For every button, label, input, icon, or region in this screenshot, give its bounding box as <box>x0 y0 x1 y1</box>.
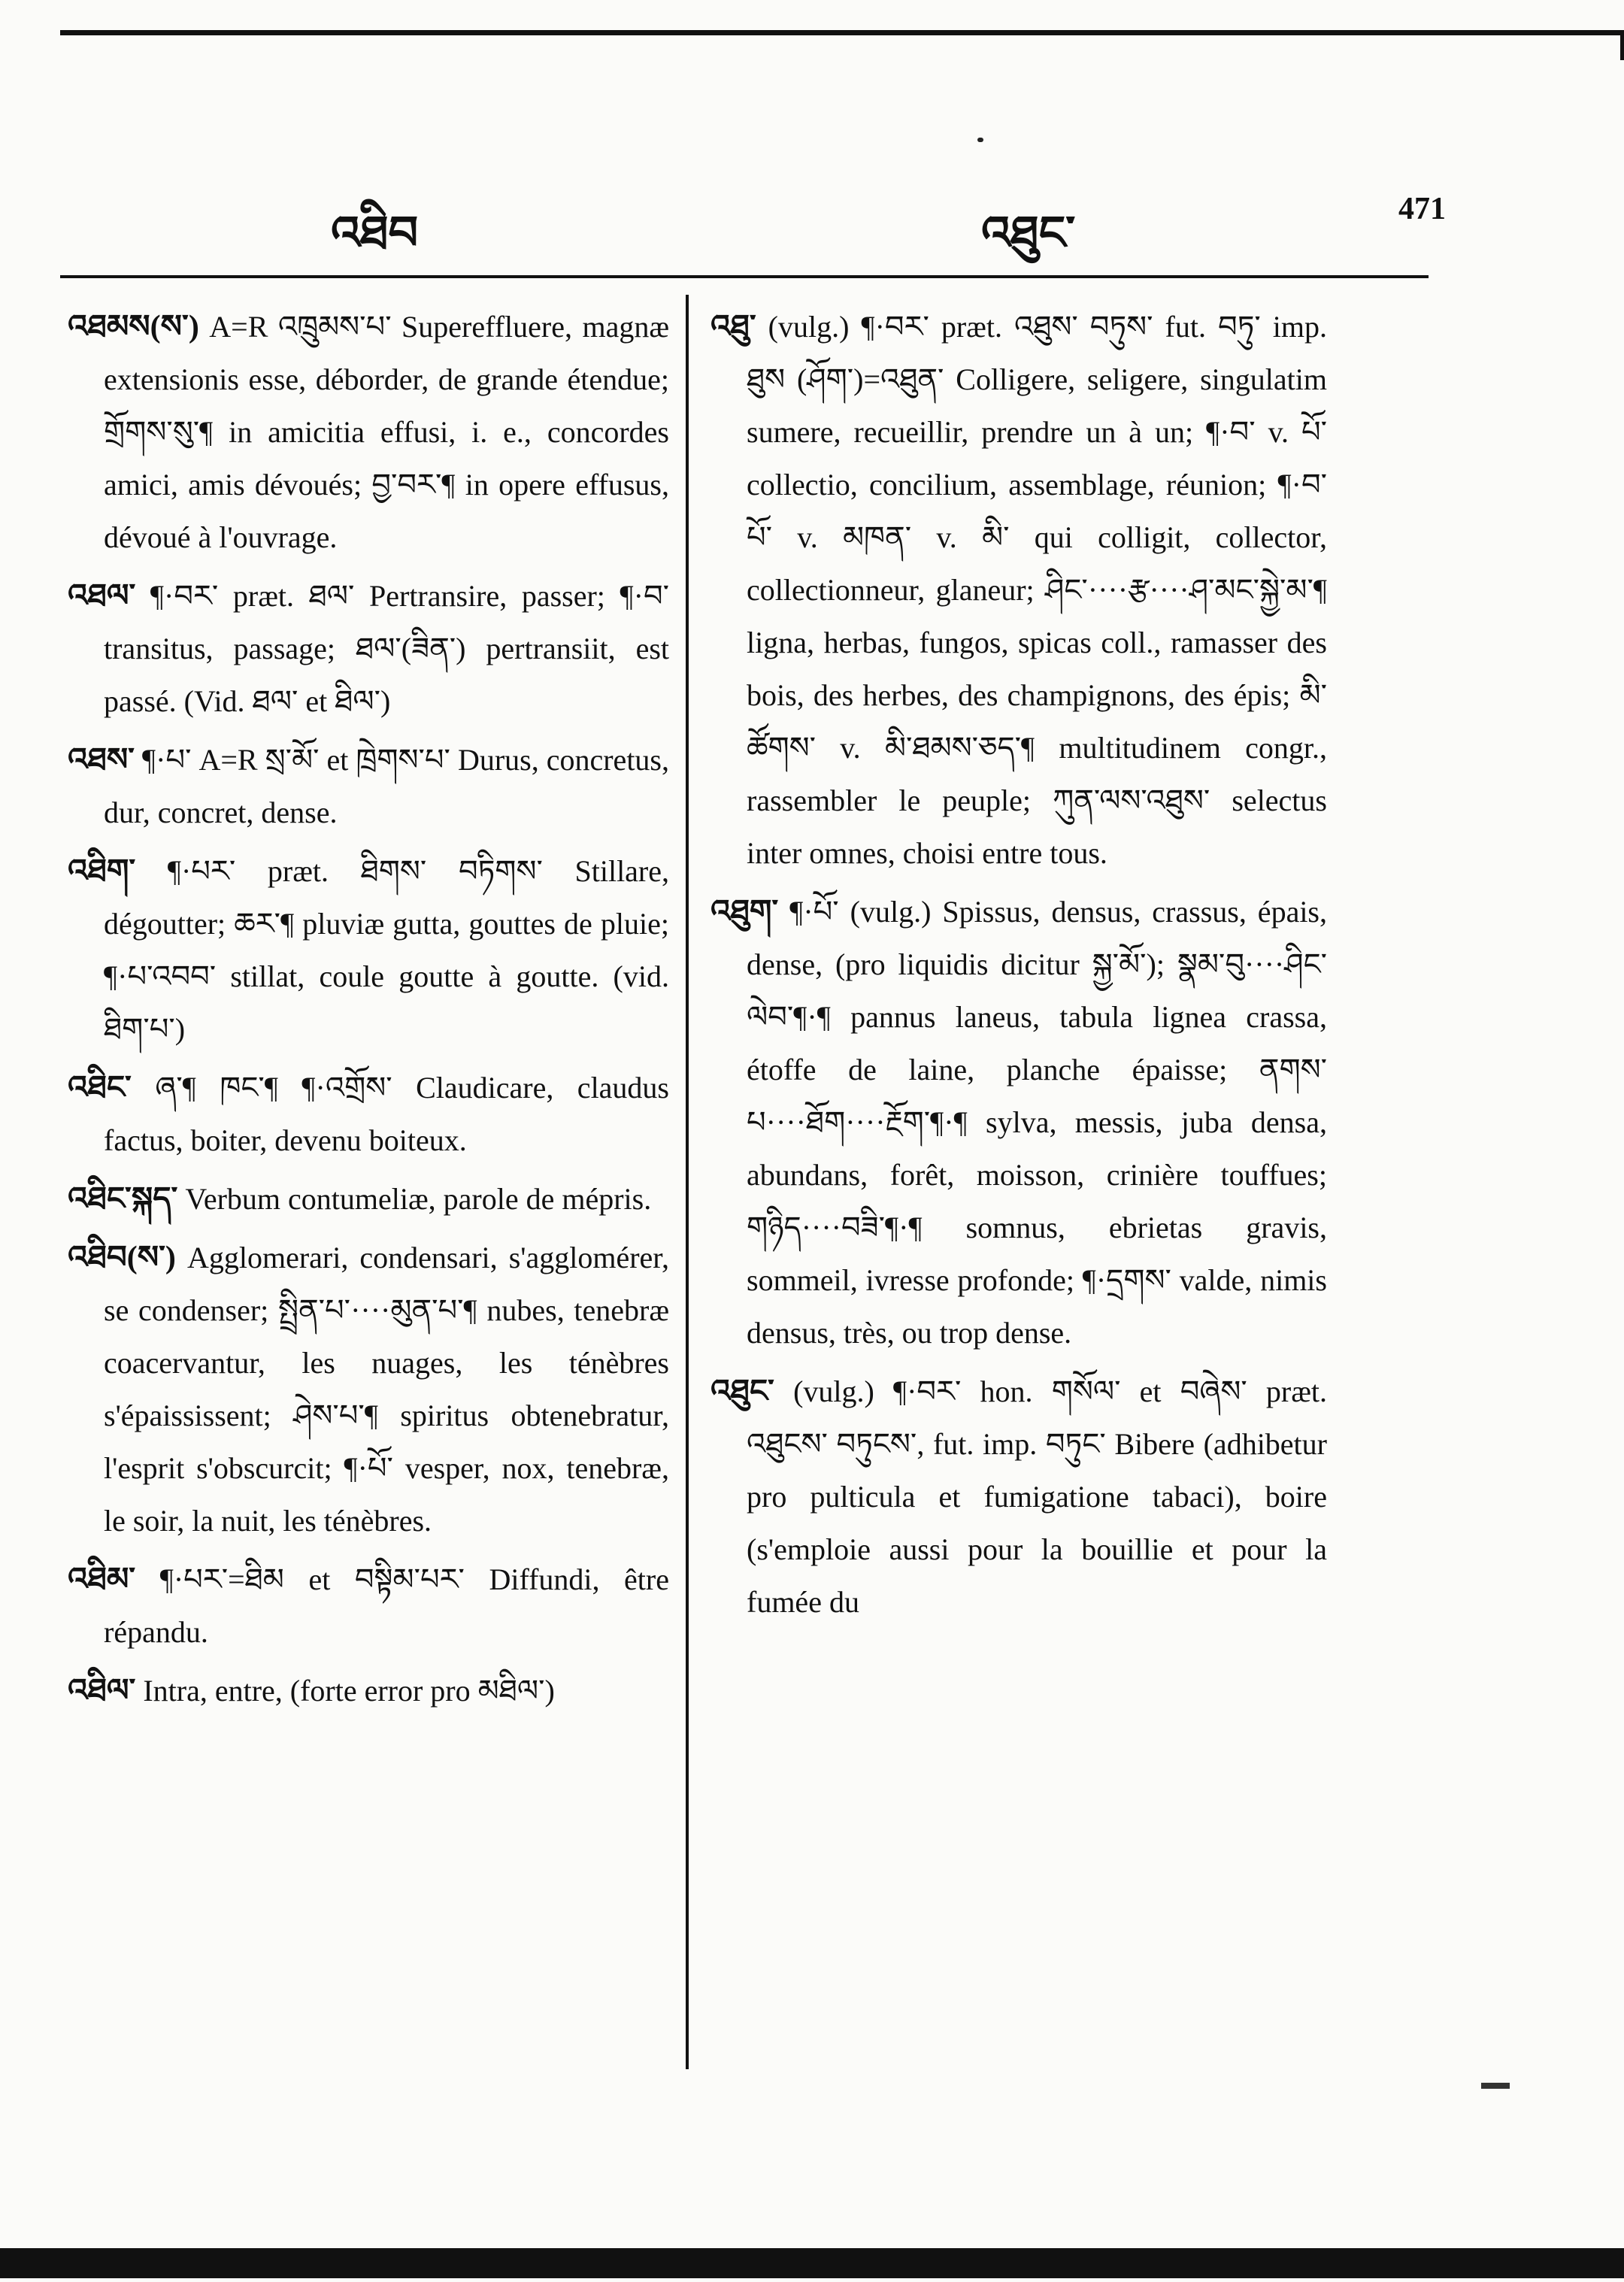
entry-definition: (vulg.) ¶·བར་ hon. གསོལ་ et བཞེས་ præt. འཐུངས་ བཏུངས་, fut. imp. བཏུང་ Bibere (adhibetur pro pulticula et fumigatione tabaci), boire (s'emploie aussi pour la bouillie et pour la fumée du <box>747 1374 1328 1619</box>
margin-speck <box>1481 2083 1510 2089</box>
dictionary-entry <box>710 1365 1327 1629</box>
entry-definition: Agglomerari, condensari, s'agglomérer, se condenser; སྤྲིན་པ་····མུན་པ་¶ nubes, tenebræ coacervantur, les nuages, les ténèbres s'épaississent; ཤེས་པ་¶ spiritus obtenebratur, l'esprit s'obscurcit; ¶·པོ་ vesper, nox, tenebræ, le soir, la nuit, les ténèbres. <box>104 1241 670 1538</box>
entry-headword: འཐུག་ <box>710 895 779 929</box>
bottom-border-rule <box>0 2248 1624 2278</box>
running-head-right: འཐུང་ <box>981 208 1076 259</box>
entry-definition: ¶·པར་ præt. ཐིགས་ བཏིགས་ Stillare, dégoutter; ཆར་¶ pluviæ gutta, gouttes de pluie; ¶·པ་འབབ་ stillat, coule goutte à goutte. (vid. ཐིག་པ་) <box>104 854 670 1046</box>
entry-definition: ཞ་¶ ཁང་¶ ¶·འགྲོས་ Claudicare, claudus factus, boiter, devenu boiteux. <box>104 1071 669 1157</box>
dictionary-entry <box>68 1232 669 1547</box>
entry-definition: ¶·པར་=ཐིམ et བསྟིམ་པར་ Diffundi, être répandu. <box>104 1562 669 1649</box>
dictionary-entry <box>68 1173 669 1226</box>
print-speck <box>977 138 983 142</box>
right-column <box>710 301 1327 1635</box>
entry-headword: འཐིག་ <box>68 854 136 889</box>
entry-definition: ¶·པ་ A=R སྲ་མོ་ et ཁྲེགས་པ་ Durus, concretus, dur, concret, dense. <box>104 743 669 829</box>
entry-headword: འཐིབ(ས་) <box>68 1241 176 1275</box>
header-rule <box>60 275 1429 278</box>
entry-definition: A=R འཁྲུམས་པ་ Supereffluere, magnæ extensionis esse, déborder, de grande étendue; གྲོགས་སུ་¶ in amicitia effusi, i. e., concordes amici, amis dévoués; བྱ་བར་¶ in opere effusus, dévoué à l'ouvrage. <box>104 310 670 554</box>
entry-headword: འཐུང་ <box>710 1374 774 1409</box>
dictionary-entry <box>68 1062 669 1167</box>
dictionary-entry <box>710 886 1327 1359</box>
entry-headword: འཐིལ་ <box>68 1674 136 1708</box>
page-number: 471 <box>1398 192 1446 226</box>
entry-definition: (vulg.) ¶·བར་ præt. འཐུས་ བཏུས་ fut. བཏུ་ imp. ཐུས (ཤོག་)=འཐུན་ Colligere, seligere, singulatim sumere, recueillir, prendre un à un; ¶·བ་ v. པོ་ collectio, concilium, assemblage, réunion; ¶·བ་པོ་ v. མཁན་ v. མི་ qui colligit, collector, collectionneur, glaneur; ཤིང་····རྩ····ཤ་མང་སྐྱེ་མ་¶ ligna, herbas, fungos, spicas coll., ramasser des bois, des herbes, des champignons, des épis; མི་ཚོགས་ v. མི་ཐམས་ཅད་¶ multitudinem congr., rassembler le peuple; ཀུན་ལས་འཐུས་ selectus inter omnes, choisi entre tous. <box>747 310 1327 870</box>
entry-definition: Verbum contumeliæ, parole de mépris. <box>185 1182 652 1216</box>
dictionary-entry <box>68 301 669 564</box>
entry-headword: འཐིང་སྐད་ <box>68 1182 178 1217</box>
top-corner-mark <box>1594 30 1624 60</box>
entry-headword: འཐིམ་ <box>68 1562 136 1597</box>
dictionary-entry <box>68 570 669 728</box>
column-divider <box>686 295 689 2069</box>
dictionary-entry <box>68 734 669 839</box>
entry-headword: འཐིང་ <box>68 1071 132 1105</box>
entry-headword: འཐལ་ <box>68 579 136 614</box>
dictionary-entry <box>68 1665 669 1717</box>
entry-definition: Intra, entre, (forte error pro མཐིལ་) <box>143 1674 555 1708</box>
entry-headword: འཐམས(ས་) <box>68 310 199 344</box>
top-border-rule <box>60 30 1624 35</box>
left-column <box>68 301 669 1723</box>
running-head-left: འཐིབ <box>331 208 419 259</box>
dictionary-entry <box>710 301 1327 880</box>
dictionary-entry <box>68 1553 669 1659</box>
entry-headword: འཐས་ <box>68 743 135 777</box>
entry-headword: འཐུ་ <box>710 310 756 344</box>
entry-definition: ¶·བར་ præt. ཐལ་ Pertransire, passer; ¶·བ་ transitus, passage; ཐལ་(ཟིན་) pertransiit, est passé. (Vid. ཐལ་ et ཐིལ་) <box>104 579 670 718</box>
page-header <box>0 180 1624 263</box>
dictionary-entry <box>68 845 669 1056</box>
entry-definition: ¶·པོ་ (vulg.) Spissus, densus, crassus, épais, dense, (pro liquidis dicitur སྐྱ་མོ་); སྣམ་བུ····ཤིང་ལེབ་¶·¶ pannus laneus, tabula lignea crassa, étoffe de laine, planche épaisse; ནགས་པ····ཐོག····རྔོག་¶·¶ sylva, messis, juba densa, abundans, forêt, moisson, crinière touffues; གཉིད····བཟི་¶·¶ somnus, ebrietas gravis, sommeil, ivresse profonde; ¶·དྲགས་ valde, nimis densus, très, ou trop dense. <box>747 895 1327 1350</box>
